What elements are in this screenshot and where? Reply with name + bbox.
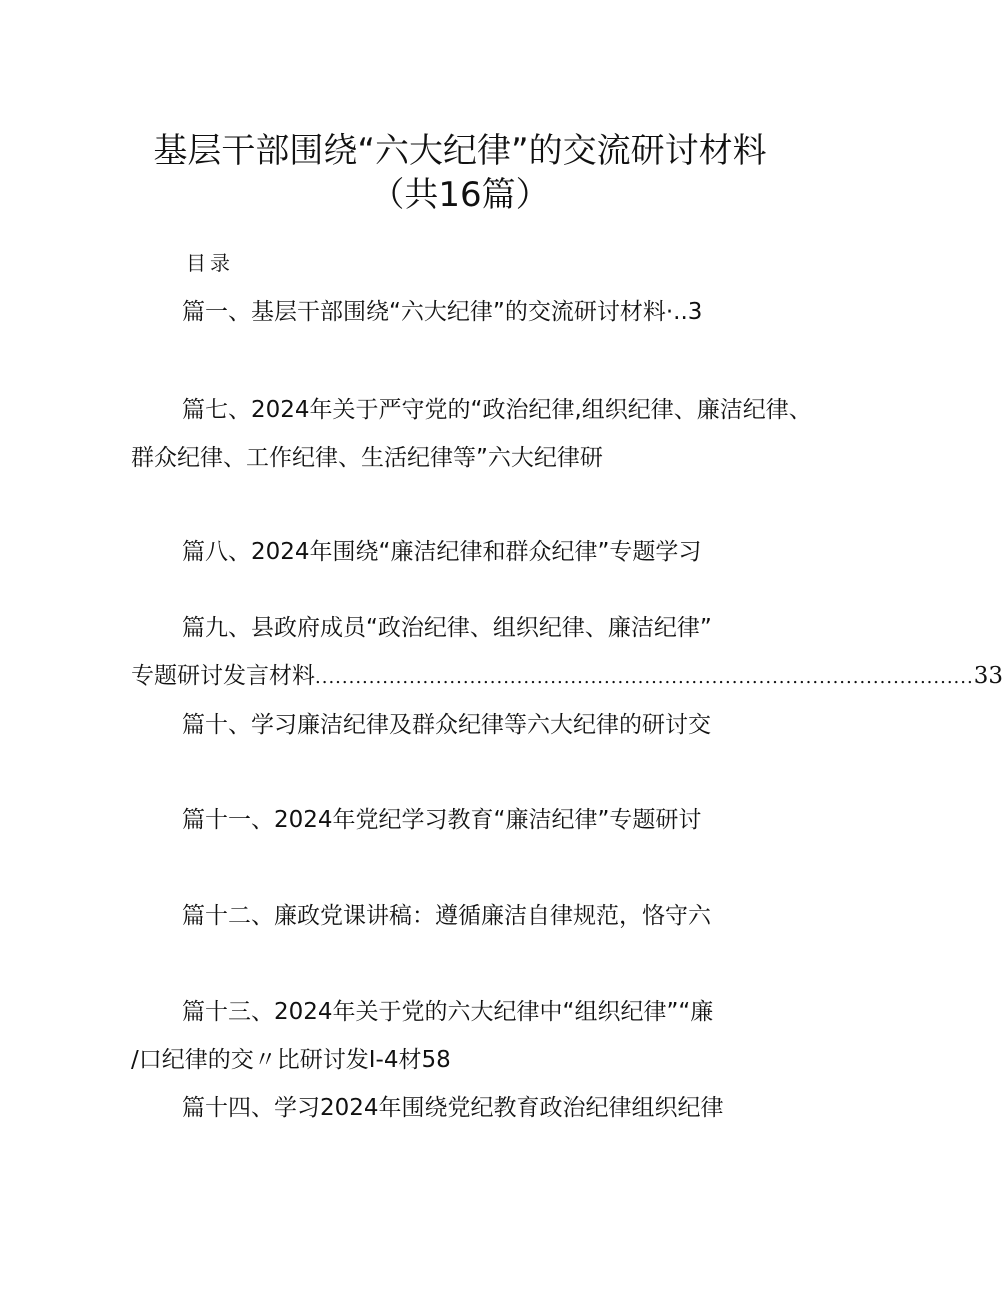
document-subtitle: （共16篇）: [370, 175, 550, 215]
toc-entry-13-line2: /口纪律的交〃比研讨发I-4材58: [131, 1047, 451, 1073]
toc-entry-7-line2: 群众纪律、工作纪律、生活纪律等”六大纪律研: [131, 445, 603, 471]
toc-entry-13-line1: 篇十三、2024年关于党的六大纪律中“组织纪律”“廉: [182, 999, 714, 1025]
toc-entry-7-line1: 篇七、2024年关于严守党的“政治纪律,组织纪律、廉洁纪律、: [182, 397, 812, 423]
toc-heading: 目录: [186, 251, 234, 275]
toc-entry-8: 篇八、2024年围绕“廉洁纪律和群众纪律”专题学习: [182, 539, 702, 565]
document-title: 基层干部围绕“六大纪律”的交流研讨材料: [153, 131, 767, 171]
toc-entry-1: 篇一、基层干部围绕“六大纪律”的交流研讨材料·..3: [182, 299, 703, 325]
page-number: 33: [973, 663, 1003, 689]
toc-entry-14: 篇十四、学习2024年围绕党纪教育政治纪律组织纪律: [182, 1095, 724, 1121]
toc-entry-10: 篇十、学习廉洁纪律及群众纪律等六大纪律的研讨交: [182, 712, 711, 738]
toc-entry-9-line1: 篇九、县政府成员“政治纪律、组织纪律、廉洁纪律”: [182, 615, 712, 641]
dot-leader: ..................................................................................................: [315, 667, 974, 688]
toc-entry-11: 篇十一、2024年党纪学习教育“廉洁纪律”专题研讨: [182, 807, 702, 833]
toc-entry-12: 篇十二、廉政党课讲稿：遵循廉洁自律规范，恪守六: [182, 903, 711, 929]
toc-entry-9-line2: [131, 661, 1003, 691]
toc-entry-9-text: 专题研讨发言材料: [131, 663, 315, 689]
